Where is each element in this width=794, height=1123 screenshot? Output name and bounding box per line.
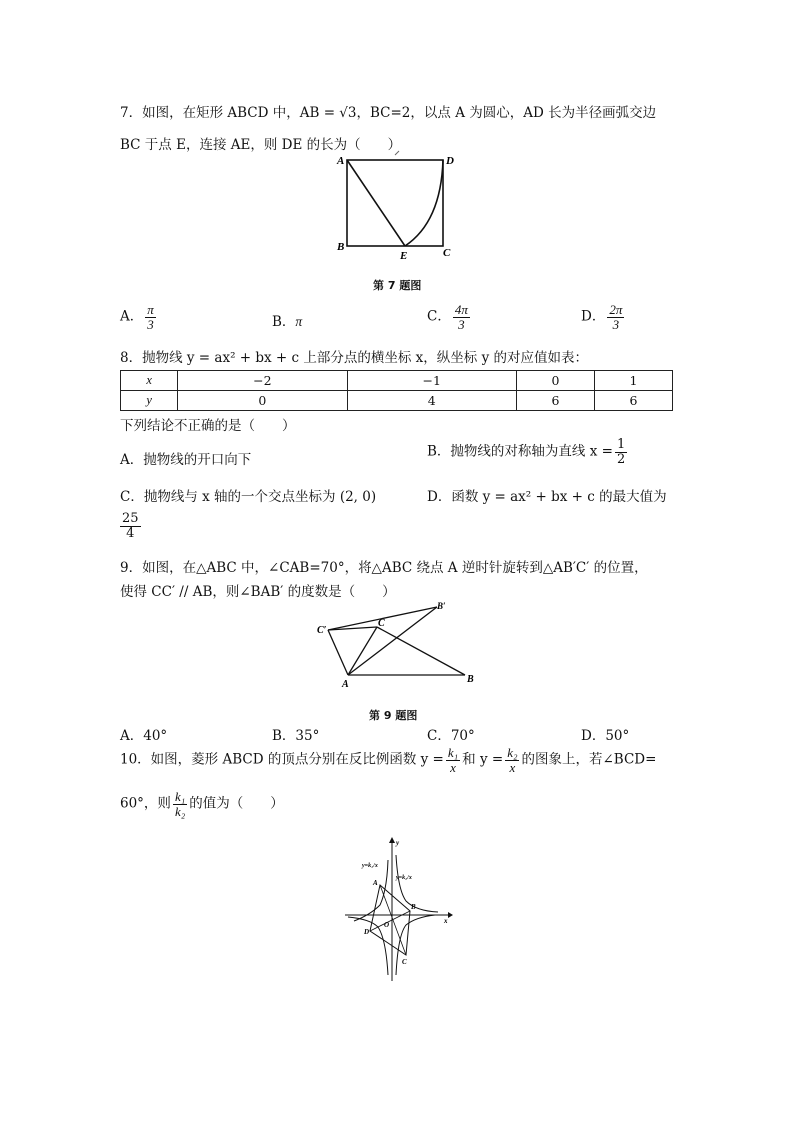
q7-option-b[interactable]: B．π	[272, 314, 303, 330]
q9-segment-cb	[377, 627, 465, 675]
q9-stem-line1: 9．如图，在△ABC 中，∠CAB=70°，将△ABC 绕点 A 逆时针旋转到△AB′C′ 的位置，	[120, 560, 648, 576]
table-cell: −1	[347, 371, 516, 391]
q7-label-b: B	[337, 241, 345, 253]
q9-option-c[interactable]: C．70°	[427, 728, 475, 744]
q10-y-arrow	[389, 837, 395, 843]
q10-label-y: y	[396, 839, 400, 847]
q9-label-bp: B′	[437, 601, 446, 611]
q9-segment-ac	[348, 627, 377, 675]
table-cell: y	[121, 391, 178, 411]
table-row	[121, 391, 673, 411]
q10-label-xaxis: x	[444, 917, 448, 925]
q7-tick	[395, 151, 399, 155]
q9-label-b: B	[467, 674, 474, 685]
table-cell: −2	[178, 371, 347, 391]
q9-label-a: A	[342, 679, 349, 690]
table-cell: 4	[347, 391, 516, 411]
q7-arc-de	[405, 160, 443, 246]
q7-segment-ae	[347, 160, 405, 246]
q10-curve-k1-left	[354, 860, 388, 921]
q10-curve-k1-right	[396, 915, 435, 975]
q10-label-f2: y=k₂/x	[396, 875, 412, 881]
q8-option-b[interactable]: B．抛物线的对称轴为直线 x = $\frac{1}{2}$	[427, 437, 626, 467]
table-cell: x	[121, 371, 178, 391]
q7-rectangle	[347, 160, 443, 246]
q9-option-a[interactable]: A．40°	[120, 728, 168, 744]
q9-figure	[315, 600, 480, 690]
q7-label-e: E	[400, 250, 408, 262]
q7-stem-line2: BC 于点 E，连接 AE，则 DE 的长为（ ）	[120, 137, 402, 153]
table-row	[121, 371, 673, 391]
q10-x-arrow	[448, 912, 453, 918]
q9-segment-abp	[348, 607, 437, 675]
q10-curve-k2-left	[348, 917, 388, 975]
q10-figure	[340, 835, 455, 985]
q7-label-a: A	[337, 155, 345, 167]
q10-label-f1: y=k₁/x	[362, 863, 378, 869]
q10-stem-line1: 10．如图，菱形 ABCD 的顶点分别在反比例函数 y = $\frac{\text{k₁}}{x}$ 和 y = $\frac{\text{k₂}}{x}$ 的图象上，若∠BCD=	[120, 745, 657, 775]
table-cell: 1	[594, 371, 672, 391]
table-cell: 0	[178, 391, 347, 411]
q10-label-b: B	[411, 903, 416, 911]
q10-label-a: A	[373, 879, 378, 887]
q8-option-a[interactable]: A．抛物线的开口向下	[120, 452, 252, 468]
q9-label-cp: C′	[317, 625, 327, 636]
q7-figure	[335, 152, 455, 267]
q8-option-d-value: $\frac{25}{4}$	[122, 511, 139, 541]
q9-label-c: C	[378, 618, 385, 629]
q8-value-table	[120, 370, 673, 411]
q7-option-c[interactable]: C． $\frac{4\pi}{3}$	[427, 302, 468, 332]
q9-option-d[interactable]: D．50°	[581, 728, 630, 744]
q10-curve-k2-right	[396, 855, 438, 912]
q7-option-d[interactable]: D． $\frac{2\pi}{3}$	[581, 302, 623, 332]
q9-option-b[interactable]: B．35°	[272, 728, 320, 744]
q7-caption: 第 7 题图	[373, 279, 422, 292]
q7-label-d: D	[446, 155, 454, 167]
q10-label-o: O	[384, 921, 390, 929]
q10-rhombus	[370, 885, 410, 955]
q10-label-d: D	[364, 928, 370, 936]
q8-option-c[interactable]: C．抛物线与 x 轴的一个交点坐标为 (2, 0)	[120, 489, 377, 505]
q8-question: 下列结论不正确的是（ ）	[120, 418, 296, 434]
q9-caption: 第 9 题图	[369, 709, 418, 722]
q9-stem-line2: 使得 CC′ // AB，则∠BAB′ 的度数是（ ）	[120, 584, 396, 600]
q7-label-c: C	[443, 247, 451, 259]
q8-option-d[interactable]: D．函数 y = ax² + bx + c 的最大值为	[427, 489, 667, 505]
q10-label-c: C	[402, 958, 407, 966]
table-cell: 0	[516, 371, 594, 391]
table-cell: 6	[516, 391, 594, 411]
q7-stem-line1: 7．如图，在矩形 ABCD 中，AB = √3，BC=2，以点 A 为圆心，AD 长为半径画弧交边	[120, 105, 657, 121]
q10-stem-line2: 60°，则 $\frac{\text{k₁}}{\text{k₂}}$ 的值为（ ）	[120, 789, 284, 819]
table-cell: 6	[594, 391, 672, 411]
q8-stem: 8．抛物线 y = ax² + bx + c 上部分点的横坐标 x，纵坐标 y 的对应值如表：	[120, 350, 588, 366]
q9-segment-cpa	[328, 630, 348, 675]
q7-option-a[interactable]: A． $\frac{\pi}{3}$	[120, 302, 154, 332]
